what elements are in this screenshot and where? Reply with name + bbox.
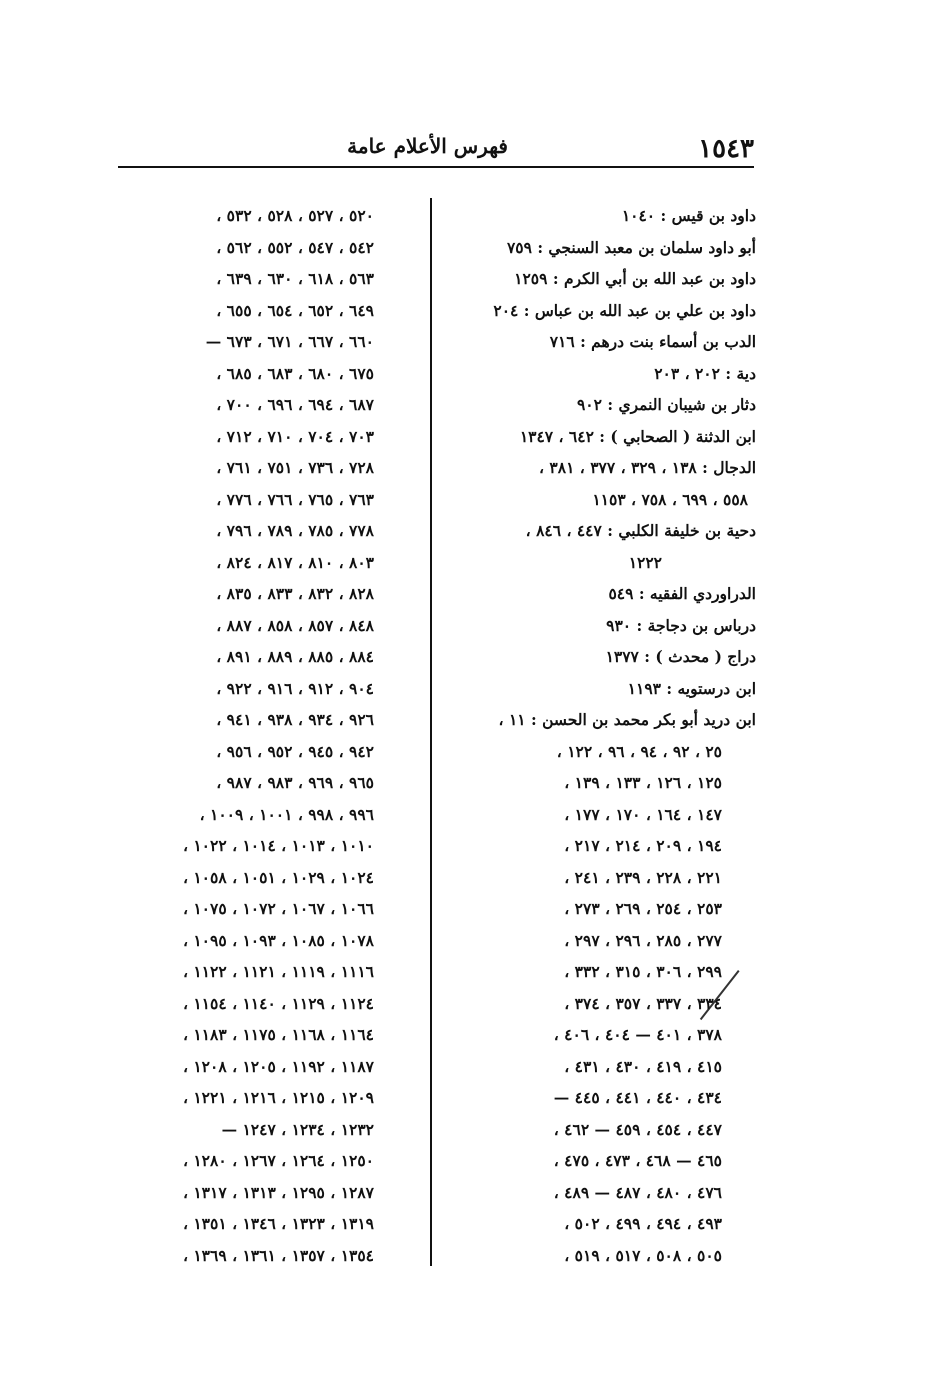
index-continuation-line: ١٤٧ ، ١٦٤ ، ١٧٠ ، ١٧٧ ، [564,804,722,824]
index-entry: الدجال : ١٣٨ ، ٣٢٩ ، ٣٧٧ ، ٣٨١ ، [539,458,756,477]
index-continuation-line: ١٠٢٤ ، ١٠٢٩ ، ١٠٥١ ، ١٠٥٨ ، [182,867,374,887]
index-continuation-line: ٩٢٦ ، ٩٣٤ ، ٩٣٨ ، ٩٤١ ، [216,710,374,729]
index-continuation-line: ٧٦٣ ، ٧٦٥ ، ٧٦٦ ، ٧٧٦ ، [216,489,374,509]
index-continuation-line: ٤٩٣ ، ٤٩٤ ، ٤٩٩ ، ٥٠٢ ، [564,1214,722,1233]
index-continuation-line: ١٩٤ ، ٢٠٩ ، ٢١٤ ، ٢١٧ ، [564,836,722,855]
index-continuation-line: ٩٩٦ ، ٩٩٨ ، ١٠٠١ ، ١٠٠٩ ، [199,804,374,824]
index-continuation-line: ١١٢٤ ، ١١٢٩ ، ١١٤٠ ، ١١٥٤ ، [182,993,374,1013]
index-continuation-line: ٥٦٣ ، ٦١٨ ، ٦٣٠ ، ٦٣٩ ، [216,269,374,288]
index-entry: دثار بن شيبان النمري : ٩٠٢ [576,395,756,414]
index-entry: ابن درستويه : ١١٩٣ [627,678,756,698]
index-column-right [436,200,756,1271]
index-continuation-line: ٤٤٧ ، ٤٥٤ ، ٤٥٩ — ٤٦٢ ، [553,1119,722,1139]
index-continuation-line: ٦٧٥ ، ٦٨٠ ، ٦٨٣ ، ٦٨٥ ، [216,363,374,383]
index-continuation-line: ٦٨٧ ، ٦٩٤ ، ٦٩٦ ، ٧٠٠ ، [216,395,374,414]
index-continuation-line: ٨٢٨ ، ٨٣٢ ، ٨٣٣ ، ٨٣٥ ، [216,584,374,603]
index-continuation-line: ٤٣٤ ، ٤٤٠ ، ٤٤١ ، ٤٤٥ — [553,1088,722,1107]
index-continuation-line: ٤٦٥ — ٤٦٨ ، ٤٧٣ ، ٤٧٥ ، [553,1151,722,1170]
column-divider [430,198,432,1266]
index-entry: ابن الدثنة ( الصحابي ) : ٦٤٢ ، ١٣٤٧ [519,426,756,446]
index-continuation-line: ١٢٠٩ ، ١٢١٥ ، ١٢١٦ ، ١٢٢١ ، [182,1088,374,1107]
index-column-left [108,200,374,1271]
index-entry: داود بن قيس : ١٠٤٠ [621,206,756,225]
index-continuation-line: ٦٤٩ ، ٦٥٢ ، ٦٥٤ ، ٦٥٥ ، [216,300,374,320]
running-title: فهرس الأعلام عامة [347,134,508,158]
index-continuation-line: ٢٩٩ ، ٣٠٦ ، ٣١٥ ، ٣٣٢ ، [564,962,722,981]
index-continuation-line: ٢٥٣ ، ٢٥٤ ، ٢٦٩ ، ٢٧٣ ، [564,899,722,918]
index-entry: داود بن عبد الله بن أبي الكرم : ١٢٥٩ [514,269,756,288]
index-continuation-line: ٨٨٤ ، ٨٨٥ ، ٨٨٩ ، ٨٩١ ، [216,647,374,666]
index-continuation-line: ١٠١٠ ، ١٠١٣ ، ١٠١٤ ، ١٠٢٢ ، [182,836,374,855]
index-continuation-line: ١١٦٤ ، ١١٦٨ ، ١١٧٥ ، ١١٨٣ ، [182,1025,374,1044]
index-continuation-line: ٩٤٢ ، ٩٤٥ ، ٩٥٢ ، ٩٥٦ ، [216,741,374,761]
index-continuation-line: ٤١٥ ، ٤١٩ ، ٤٣٠ ، ٤٣١ ، [564,1056,722,1076]
index-continuation-line: ٩٦٥ ، ٩٦٩ ، ٩٨٣ ، ٩٨٧ ، [216,773,374,792]
index-continuation-line: ١٠٦٦ ، ١٠٦٧ ، ١٠٧٢ ، ١٠٧٥ ، [182,899,374,918]
index-continuation-line: ٢٥ ، ٩٢ ، ٩٤ ، ٩٦ ، ١٢٢ ، [556,741,722,761]
index-entry: الدراوردي الفقيه : ٥٤٩ [608,584,756,603]
index-continuation-line: ٥٤٢ ، ٥٤٧ ، ٥٥٢ ، ٥٦٢ ، [216,237,374,257]
index-entry: درباس بن دجاجة : ٩٣٠ [606,615,756,635]
index-continuation-line: ٥٢٠ ، ٥٢٧ ، ٥٢٨ ، ٥٣٢ ، [216,206,374,225]
index-continuation-line: ٤٧٦ ، ٤٨٠ ، ٤٨٧ — ٤٨٩ ، [553,1182,722,1202]
index-continuation-line: ٢٧٧ ، ٢٨٥ ، ٢٩٦ ، ٢٩٧ ، [564,930,722,950]
index-continuation-line: ١٠٧٨ ، ١٠٨٥ ، ١٠٩٣ ، ١٠٩٥ ، [182,930,374,950]
header-rule [118,166,754,168]
index-entry: داود بن علي بن عبد الله بن عباس : ٢٠٤ [493,300,756,320]
index-continuation-line: ١٣٥٤ ، ١٣٥٧ ، ١٣٦١ ، ١٣٦٩ ، [182,1245,374,1265]
page-header [118,128,754,168]
index-entry: أبو داود سلمان بن معبد السنجي : ٧٥٩ [506,237,756,257]
index-continuation-line: ١١٨٧ ، ١١٩٢ ، ١٢٠٥ ، ١٢٠٨ ، [182,1056,374,1076]
index-continuation-line: ٣٧٨ ، ٤٠١ — ٤٠٤ ، ٤٠٦ ، [553,1025,722,1044]
index-entry: ابن دريد أبو بكر محمد بن الحسن : ١١ ، [498,710,756,729]
index-continuation-line: ٥٠٥ ، ٥٠٨ ، ٥١٧ ، ٥١٩ ، [564,1245,722,1265]
index-continuation-line: ١٢٢٢ [628,552,662,572]
index-continuation-line: ١٢٥ ، ١٢٦ ، ١٣٣ ، ١٣٩ ، [564,773,722,792]
index-continuation-line: ٥٥٨ ، ٦٩٩ ، ٧٥٨ ، ١١٥٣ [592,489,748,509]
index-continuation-line: ١٢٣٢ ، ١٢٣٤ ، ١٢٤٧ — [221,1119,374,1139]
index-entry: دية : ٢٠٢ ، ٢٠٣ [654,363,756,383]
index-entry: الدب بن أسماء بنت درهم : ٧١٦ [549,332,756,351]
index-continuation-line: ١٣١٩ ، ١٣٢٣ ، ١٣٤٦ ، ١٣٥١ ، [182,1214,374,1233]
index-continuation-line: ١١١٦ ، ١١١٩ ، ١١٢١ ، ١١٢٢ ، [182,962,374,981]
index-continuation-line: ٧٠٣ ، ٧٠٤ ، ٧١٠ ، ٧١٢ ، [216,426,374,446]
index-continuation-line: ١٢٨٧ ، ١٢٩٥ ، ١٣١٣ ، ١٣١٧ ، [182,1182,374,1202]
index-continuation-line: ٨٠٣ ، ٨١٠ ، ٨١٧ ، ٨٢٤ ، [216,552,374,572]
index-continuation-line: ٨٤٨ ، ٨٥٧ ، ٨٥٨ ، ٨٨٧ ، [216,615,374,635]
index-continuation-line: ٩٠٤ ، ٩١٢ ، ٩١٦ ، ٩٢٢ ، [216,678,374,698]
index-continuation-line: ١٢٥٠ ، ١٢٦٤ ، ١٢٦٧ ، ١٢٨٠ ، [182,1151,374,1170]
index-entry: دحية بن خليفة الكلبي : ٤٤٧ ، ٨٤٦ ، [525,521,756,540]
index-entry: دراج ( محدث ) : ١٣٧٧ [605,647,756,666]
page-number: ١٥٤٣ [698,134,754,164]
index-continuation-line: ٧٧٨ ، ٧٨٥ ، ٧٨٩ ، ٧٩٦ ، [216,521,374,540]
index-continuation-line: ٦٦٠ ، ٦٦٧ ، ٦٧١ ، ٦٧٣ — [205,332,374,351]
index-continuation-line: ٢٢١ ، ٢٢٨ ، ٢٣٩ ، ٢٤١ ، [564,867,722,887]
index-continuation-line: ٣٣٤ ، ٣٣٧ ، ٣٥٧ ، ٣٧٤ ، [564,993,722,1013]
index-continuation-line: ٧٢٨ ، ٧٣٦ ، ٧٥١ ، ٧٦١ ، [216,458,374,477]
